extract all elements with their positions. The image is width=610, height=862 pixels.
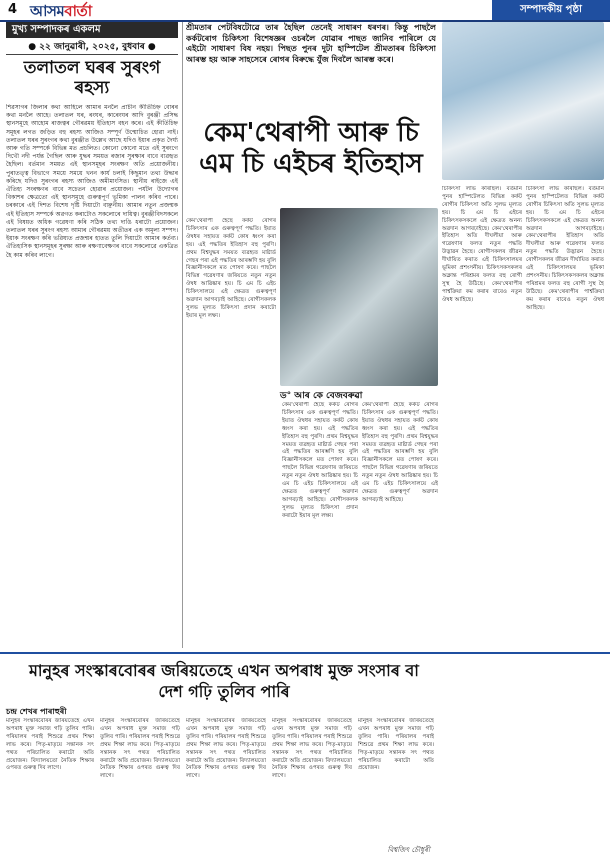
feature-column-5: চিকিৎসা লাভ কৰিছিল। বৰ্তমান পুনৰ হাস্পিটেলত বিভিন্ন কৰ্কট ৰোগীৰ চিকিৎসা অতি সুলভ মূল্যত হয়। চি এম চি এইচৰ চিকিৎসকসকলে এই ক্ষেত্ৰত অনন্য অৱদান আগবঢ়াইছে। কেম'থেৰাপীৰ ইতিহাস অতি দীঘলীয়া আৰু গৱেষণাৰ ফলত নতুন পদ্ধতি উদ্ভাৱন হৈছে। ৰোগীসকলৰ জীৱন দীৰ্ঘায়িত কৰাত এই চিকিৎসালয়ৰ ভূমিকা প্ৰশংসনীয়। চিকিৎসকসকলৰ অক্লান্ত পৰিশ্ৰমৰ ফলত বহু ৰোগী সুস্থ হৈ উঠিছে। কেম'থেৰাপীৰ পাৰ্শ্বক্ৰিয়া কম কৰাৰ বাবেও নতুন ঔষধ আহিছে। (526, 186, 604, 311)
signature: বিশ্বজিৎ চৌধুৰী (387, 846, 430, 854)
bottom-column-1: মানুহৰ সংস্কাৰবোৰৰ জৰিয়তেহে এখন অপৰাধ মুক্ত সমাজ গঢ়ি তুলিব পাৰি। পৰিয়ালৰ পৰাই শিশুৱে প্ৰথম শিক্ষা লাভ কৰে। পিতৃ-মাতৃয়ে সন্তানক সৎ পথত পৰিচালিত কৰাটো অতি প্ৰয়োজন। বিদ্যালয়তো নৈতিক শিক্ষাৰ ওপৰত গুৰুত্ব দিব লাগে। (6, 718, 94, 772)
feature-byline: ড° আৰ কে বেজবৰুৱা (280, 391, 363, 401)
feature-column-2: কেম'থেৰাপী হৈছে কৰ্কট ৰোগৰ চিকিৎসাৰ এক গুৰুত্বপূৰ্ণ পদ্ধতি। ইয়াত ঔষধৰ সহায়ত কৰ্কট কোষ ধ্বংস কৰা হয়। এই পদ্ধতিৰ ইতিহাস বহু পুৰণি। প্ৰথম বিশ্বযুদ্ধৰ সময়ত ব্যৱহৃত মাষ্টাৰ্ড গেছৰ পৰা এই পদ্ধতিৰ আৰম্ভণি হয় বুলি বিজ্ঞানীসকলে মত পোষণ কৰে। পাছলৈ বিভিন্ন গৱেষণাৰ জৰিয়তে নতুন নতুন ঔষধ আৱিষ্কাৰ হয়। চি এম চি এইচ চিকিৎসালয়ে এই ক্ষেত্ৰত গুৰুত্বপূৰ্ণ অৱদান আগবঢ়াই আহিছে। ৰোগীসকলক সুলভ মূল্যত চিকিৎসা প্ৰদান কৰাটো ইয়াৰ মূল লক্ষ্য। (282, 402, 358, 519)
column-title: মুখ্য সম্পাদকৰ একলম (6, 22, 178, 38)
dateline: ● ২২ জানুৱাৰী, ২০২৫, বুধবাৰ ● (6, 40, 178, 55)
bottom-column-4: মানুহৰ সংস্কাৰবোৰৰ জৰিয়তেহে এখন অপৰাধ মুক্ত সমাজ গঢ়ি তুলিব পাৰি। পৰিয়ালৰ পৰাই শিশুৱে প্ৰথম শিক্ষা লাভ কৰে। পিতৃ-মাতৃয়ে সন্তানক সৎ পথত পৰিচালিত কৰাটো অতি প্ৰয়োজন। বিদ্যালয়তো নৈতিক শিক্ষাৰ ওপৰত গুৰুত্ব দিব লাগে। (272, 718, 352, 780)
feature-headline: কেম'থেৰাপী আৰু চি এম চি এইচৰ ইতিহাস (199, 118, 423, 179)
medical-photo (442, 22, 604, 180)
feature-column-4: চিকিৎসা লাভ কৰিছিল। বৰ্তমান পুনৰ হাস্পিটেলত বিভিন্ন কৰ্কট ৰোগীৰ চিকিৎসা অতি সুলভ মূল্যত হয়। চি এম চি এইচৰ চিকিৎসকসকলে এই ক্ষেত্ৰত অনন্য অৱদান আগবঢ়াইছে। কেম'থেৰাপীৰ ইতিহাস অতি দীঘলীয়া আৰু গৱেষণাৰ ফলত নতুন পদ্ধতি উদ্ভাৱন হৈছে। ৰোগীসকলৰ জীৱন দীৰ্ঘায়িত কৰাত এই চিকিৎসালয়ৰ ভূমিকা প্ৰশংসনীয়। চিকিৎসকসকলৰ অক্লান্ত পৰিশ্ৰমৰ ফলত বহু ৰোগী সুস্থ হৈ উঠিছে। কেম'থেৰাপীৰ পাৰ্শ্বক্ৰিয়া কম কৰাৰ বাবেও নতুন ঔষধ আহিছে। (442, 186, 522, 303)
section-divider (0, 652, 610, 654)
page-number: 4 (8, 2, 18, 17)
column-divider (182, 22, 183, 648)
feature-intro: শ্ৰীমতাৰ পেটবিষটোৱে তাৰ হৈছিল তেনেই সাধাৰণ ধৰণৰ। কিন্তু পাছলৈ কৰ্কটৰোগ চিকিৎসা বিশেষজ্ঞৰ ওচৰলৈ যোৱাৰ পাছত জানিব পাৰিলে যে এইটো সাধাৰণ বিষ নহয়। পিছত পুনৰ দুটা হাস্পিটেল শ্ৰীমতাৰৰ চিকিৎসা আৰম্ভ হয় আৰু সাহসেৰে ৰোগৰ বিৰুদ্ধে যুঁজ দিবলৈ আৰম্ভ কৰে। (186, 22, 436, 64)
feature-column-1: কেম'থেৰাপী হৈছে কৰ্কট ৰোগৰ চিকিৎসাৰ এক গুৰুত্বপূৰ্ণ পদ্ধতি। ইয়াত ঔষধৰ সহায়ত কৰ্কট কোষ ধ্বংস কৰা হয়। এই পদ্ধতিৰ ইতিহাস বহু পুৰণি। প্ৰথম বিশ্বযুদ্ধৰ সময়ত ব্যৱহৃত মাষ্টাৰ্ড গেছৰ পৰা এই পদ্ধতিৰ আৰম্ভণি হয় বুলি বিজ্ঞানীসকলে মত পোষণ কৰে। পাছলৈ বিভিন্ন গৱেষণাৰ জৰিয়তে নতুন নতুন ঔষধ আৱিষ্কাৰ হয়। চি এম চি এইচ চিকিৎসালয়ে এই ক্ষেত্ৰত গুৰুত্বপূৰ্ণ অৱদান আগবঢ়াই আহিছে। ৰোগীসকলক সুলভ মূল্যত চিকিৎসা প্ৰদান কৰাটো ইয়াৰ মূল লক্ষ্য। (186, 218, 276, 319)
logo-accent: বার্তা (64, 2, 92, 20)
feature-column-3: কেম'থেৰাপী হৈছে কৰ্কট ৰোগৰ চিকিৎসাৰ এক গুৰুত্বপূৰ্ণ পদ্ধতি। ইয়াত ঔষধৰ সহায়ত কৰ্কট কোষ ধ্বংস কৰা হয়। এই পদ্ধতিৰ ইতিহাস বহু পুৰণি। প্ৰথম বিশ্বযুদ্ধৰ সময়ত ব্যৱহৃত মাষ্টাৰ্ড গেছৰ পৰা এই পদ্ধতিৰ আৰম্ভণি হয় বুলি বিজ্ঞানীসকলে মত পোষণ কৰে। পাছলৈ বিভিন্ন গৱেষণাৰ জৰিয়তে নতুন নতুন ঔষধ আৱিষ্কাৰ হয়। চি এম চি এইচ চিকিৎসালয়ে এই ক্ষেত্ৰত গুৰুত্বপূৰ্ণ অৱদান আগবঢ়াই আহিছে। (362, 402, 438, 503)
bottom-headline: মানুহৰ সংস্কাৰবোৰৰ জৰিয়তেহে এখন অপৰাধ মুক্ত সংসাৰ বা দেশ গঢ়ি তুলিব পাৰি (29, 661, 419, 701)
editorial-body: শিৱসাগৰ জিলাৰ কথা আহিলে আমাৰ মনলৈ প্ৰাচীন কীৰ্তিচিহ্ন বোৰৰ কথা মনলৈ আহে। তলাতল ঘৰ, ৰংঘৰ, কাৰেংঘৰ আদি বুৰঞ্জী প্ৰসিদ্ধ স্থানসমূহে আহোম ৰাজত্বৰ গৌৰৱময় ইতিহাস বহন কৰে। এই কীৰ্তিচিহ্ন সমূহৰ লগত জড়িত বহু ৰহস্য আজিও সম্পূৰ্ণ উন্মোচিত হোৱা নাই। তলাতল ঘৰৰ সুৰংগৰ কথা বুৰঞ্জীত উল্লেখ আছে যদিও ইয়াৰ প্ৰকৃত দৈৰ্ঘ্য আৰু গতি সম্পৰ্কে বিভিন্ন মত প্ৰচলিত। কোনো কোনো মতে এই সুৰংগে দিখৌ নদী পৰ্যন্ত গৈছিল আৰু যুদ্ধৰ সময়ত ৰজাৰ সুৰক্ষাৰ বাবে ব্যৱহৃত হৈছিল। বৰ্তমান সময়ত এই স্থানসমূহৰ সংৰক্ষণ অতি প্ৰয়োজনীয়। পুৰাতত্ত্ব বিভাগে সময়ে সময়ে খনন কাৰ্য চলাই কিছুমান তথ্য উদ্ধাৰ কৰিছে যদিও সুৰংগৰ ৰহস্য আজিও অমীমাংসিত। স্থানীয় ৰাইজে এই ঐতিহ্য সংৰক্ষণৰ বাবে সচেতন হোৱাৰ প্ৰয়োজন। পৰ্যটন উদ্যোগৰ বিকাশৰ ক্ষেত্ৰতো এই স্থানসমূহে গুৰুত্বপূৰ্ণ ভূমিকা পালন কৰিব পাৰে। চৰকাৰে এই দিশত বিশেষ দৃষ্টি দিয়াটো বাঞ্ছনীয়। আমাৰ নতুন প্ৰজন্মক এই ইতিহাস সম্পৰ্কে অৱগত কৰাটোও সকলোৰে দায়িত্ব। বুৰঞ্জীবিদসকলে এই বিষয়ত অধিক গৱেষণা কৰি সঠিক তথ্য দাঙি ধৰাটো প্ৰয়োজন। তলাতল ঘৰৰ সুৰংগ ৰহস্য আমাৰ গৌৰৱময় অতীতৰ এক অমূল্য সম্পদ। ইয়াক সংৰক্ষণ কৰি ভৱিষ্যত প্ৰজন্মৰ হাতত তুলি দিয়াটো আমাৰ কৰ্তব্য। ঐতিহাসিক স্থানসমূহৰ সুৰক্ষা আৰু ৰক্ষণাবেক্ষণৰ বাবে সকলোৱে একত্ৰিত হৈ কাম কৰিব লাগে। (6, 104, 178, 259)
logo-main: আসম (30, 2, 65, 20)
bottom-column-3: মানুহৰ সংস্কাৰবোৰৰ জৰিয়তেহে এখন অপৰাধ মুক্ত সমাজ গঢ়ি তুলিব পাৰি। পৰিয়ালৰ পৰাই শিশুৱে প্ৰথম শিক্ষা লাভ কৰে। পিতৃ-মাতৃয়ে সন্তানক সৎ পথত পৰিচালিত কৰাটো অতি প্ৰয়োজন। বিদ্যালয়তো নৈতিক শিক্ষাৰ ওপৰত গুৰুত্ব দিব লাগে। (186, 718, 266, 780)
newspaper-logo (30, 0, 108, 18)
bottom-column-5: মানুহৰ সংস্কাৰবোৰৰ জৰিয়তেহে এখন অপৰাধ মুক্ত সমাজ গঢ়ি তুলিব পাৰি। পৰিয়ালৰ পৰাই শিশুৱে প্ৰথম শিক্ষা লাভ কৰে। পিতৃ-মাতৃয়ে সন্তানক সৎ পথত পৰিচালিত কৰাটো অতি প্ৰয়োজন। (358, 718, 434, 772)
section-label: সম্পাদকীয় পৃষ্ঠা (492, 0, 610, 20)
bottom-byline: চন্দ্ৰ শেখৰ পাৰাহুৰী (6, 707, 67, 716)
editorial-headline: তলাতল ঘৰৰ সুৰংগ ৰহস্য (23, 58, 161, 98)
bottom-column-2: মানুহৰ সংস্কাৰবোৰৰ জৰিয়তেহে এখন অপৰাধ মুক্ত সমাজ গঢ়ি তুলিব পাৰি। পৰিয়ালৰ পৰাই শিশুৱে প্ৰথম শিক্ষা লাভ কৰে। পিতৃ-মাতৃয়ে সন্তানক সৎ পথত পৰিচালিত কৰাটো অতি প্ৰয়োজন। বিদ্যালয়তো নৈতিক শিক্ষাৰ ওপৰত গুৰুত্ব দিব লাগে। (100, 718, 180, 780)
patient-photo (280, 208, 438, 386)
